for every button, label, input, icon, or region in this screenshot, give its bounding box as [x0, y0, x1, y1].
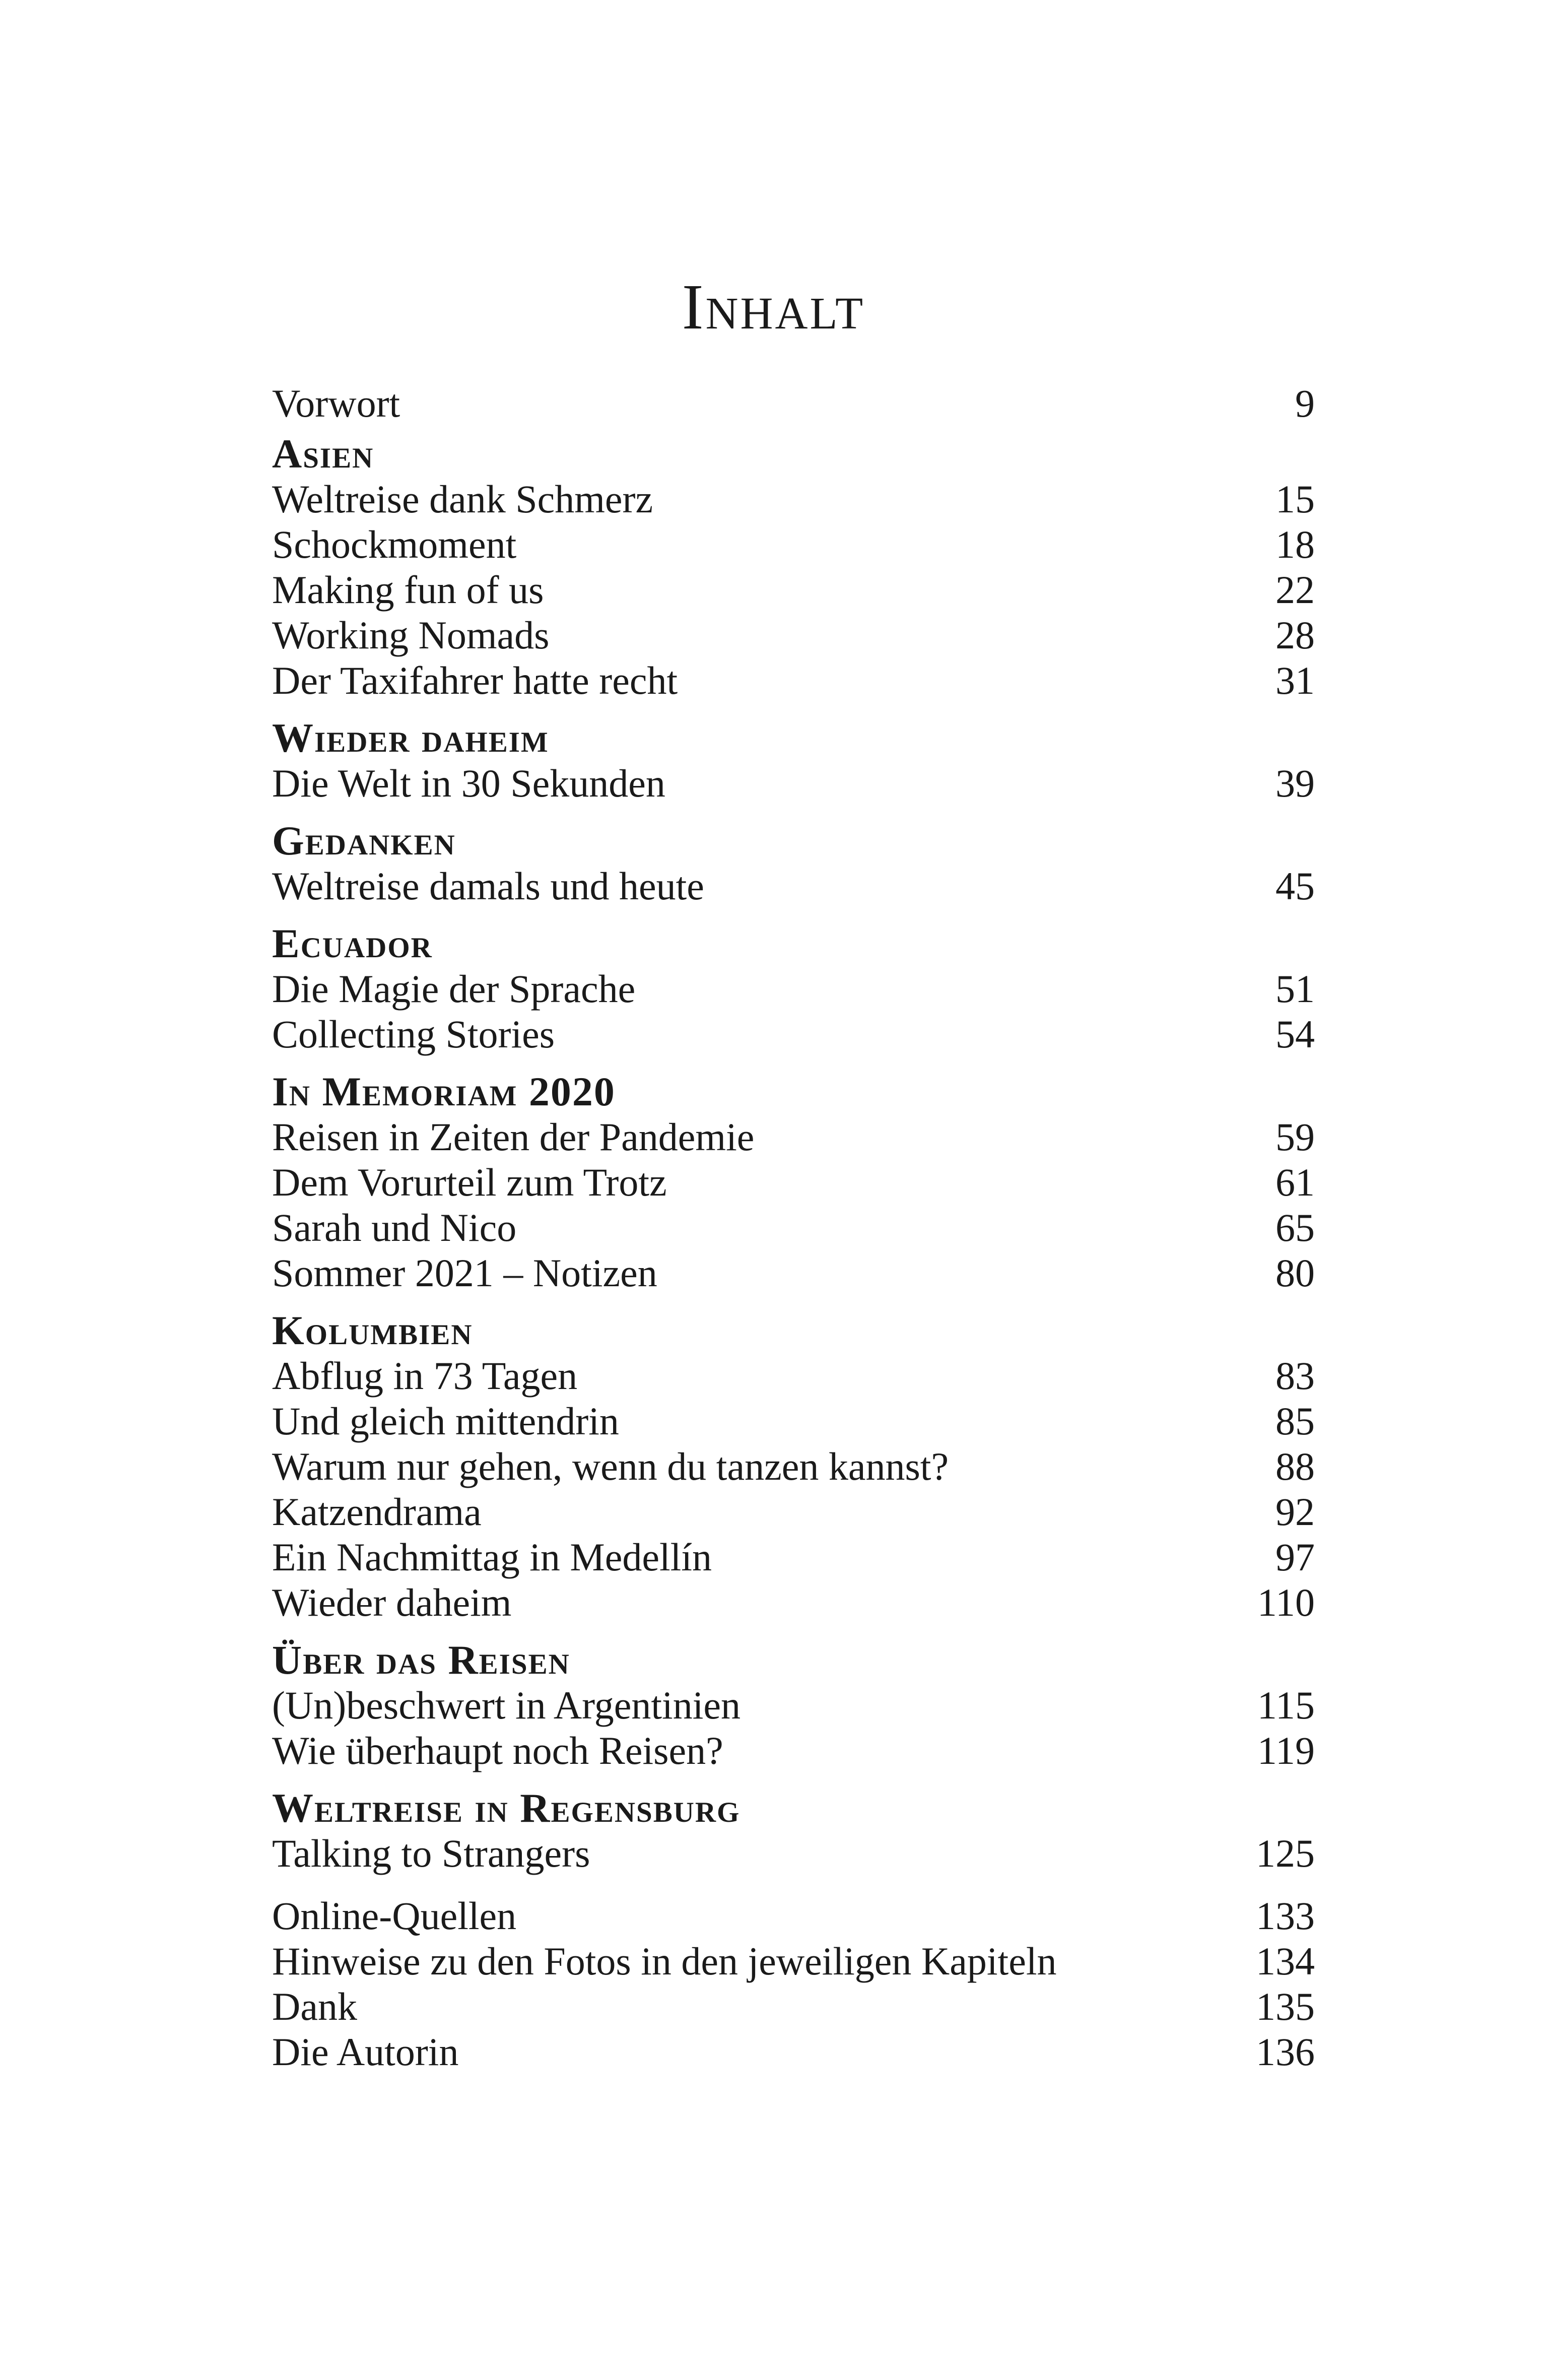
toc-entry-title: Sarah und Nico	[272, 1206, 517, 1249]
toc-entry-title: Abflug in 73 Tagen	[272, 1354, 578, 1398]
toc-entry-page-number: 22	[1275, 568, 1315, 612]
toc-entry	[272, 1683, 1315, 1728]
toc-entry	[272, 1250, 1315, 1296]
toc-entry-title: Wieder daheim	[272, 1580, 512, 1624]
section-heading: Asien	[272, 431, 374, 477]
toc-entry-title: Die Magie der Sprache	[272, 967, 636, 1011]
toc-entry-title: Sommer 2021 – Notizen	[272, 1251, 657, 1295]
toc-entry-page-number: 92	[1275, 1490, 1315, 1534]
toc-entry	[272, 966, 1315, 1012]
toc-entry-title: Hinweise zu den Fotos in den jeweiligen Kapiteln	[272, 1939, 1057, 1983]
toc-entry-title: Vorwort	[272, 381, 400, 425]
toc-entry-page-number: 39	[1275, 761, 1315, 805]
toc-entry	[272, 1012, 1315, 1057]
toc-entry-title: Online-Quellen	[272, 1894, 517, 1938]
toc-entry	[272, 522, 1315, 567]
toc-entry	[272, 1728, 1315, 1773]
toc-entry	[272, 1160, 1315, 1205]
toc-entry	[272, 381, 1315, 426]
toc-entry	[272, 1444, 1315, 1489]
toc-entry-title: Der Taxifahrer hatte recht	[272, 658, 678, 702]
toc-entry	[272, 1114, 1315, 1160]
toc-entry-title: Dem Vorurteil zum Trotz	[272, 1160, 667, 1204]
toc-entry-page-number: 88	[1275, 1444, 1315, 1488]
toc-entry-title: Katzendrama	[272, 1490, 482, 1534]
toc-entry-title: Ein Nachmittag in Medellín	[272, 1535, 712, 1579]
toc-entry-page-number: 15	[1275, 477, 1315, 521]
section-heading: Wieder daheim	[272, 715, 549, 761]
toc-entry-page-number: 18	[1275, 522, 1315, 566]
section-heading: Ecuador	[272, 920, 433, 966]
toc-entry-page-number: 136	[1256, 2030, 1315, 2074]
toc-entry-page-number: 110	[1257, 1580, 1315, 1624]
toc-entry-title: Wie überhaupt noch Reisen?	[272, 1729, 723, 1772]
toc-entry	[272, 1893, 1315, 1939]
toc-entry-title: Schockmoment	[272, 522, 517, 566]
toc-entry-page-number: 59	[1275, 1115, 1315, 1159]
toc-entry-page-number: 61	[1275, 1160, 1315, 1204]
toc-entry-page-number: 54	[1275, 1012, 1315, 1056]
toc-entry	[272, 658, 1315, 703]
toc-entry-page-number: 133	[1256, 1894, 1315, 1938]
toc-entry	[272, 864, 1315, 909]
section-heading: Gedanken	[272, 818, 456, 864]
toc-entry	[272, 1939, 1315, 1984]
toc-entry-page-number: 83	[1275, 1354, 1315, 1398]
toc-entry	[272, 1489, 1315, 1535]
toc-entry	[272, 1399, 1315, 1444]
toc-entry-title: Warum nur gehen, wenn du tanzen kannst?	[272, 1444, 949, 1488]
toc-entry-page-number: 85	[1275, 1399, 1315, 1443]
toc-entry	[272, 1353, 1315, 1399]
toc-entry	[272, 2029, 1315, 2075]
toc-entry-page-number: 28	[1275, 613, 1315, 657]
toc-entry-page-number: 51	[1275, 967, 1315, 1011]
toc-entry-title: Die Welt in 30 Sekunden	[272, 761, 665, 805]
table-of-contents	[272, 381, 1315, 2075]
toc-entry-page-number: 9	[1295, 381, 1315, 425]
toc-entry-page-number: 45	[1275, 864, 1315, 908]
toc-entry-title: Collecting Stories	[272, 1012, 555, 1056]
toc-entry-title: Und gleich mittendrin	[272, 1399, 619, 1443]
toc-entry	[272, 1205, 1315, 1250]
toc-entry	[272, 613, 1315, 658]
page-title: Inhalt	[682, 271, 865, 343]
toc-entry-title: Talking to Strangers	[272, 1831, 590, 1875]
toc-entry	[272, 1580, 1315, 1625]
toc-entry-page-number: 115	[1257, 1683, 1315, 1727]
toc-entry-page-number: 31	[1275, 658, 1315, 702]
toc-entry-title: Weltreise dank Schmerz	[272, 477, 653, 521]
toc-entry-page-number: 119	[1257, 1729, 1315, 1772]
toc-entry-title: Reisen in Zeiten der Pandemie	[272, 1115, 755, 1159]
toc-entry	[272, 1984, 1315, 2029]
toc-entry	[272, 1535, 1315, 1580]
toc-entry-page-number: 65	[1275, 1206, 1315, 1249]
toc-entry-title: Working Nomads	[272, 613, 550, 657]
section-heading: Kolumbien	[272, 1307, 473, 1353]
toc-entry-page-number: 135	[1256, 1985, 1315, 2028]
toc-entry	[272, 1831, 1315, 1876]
section-heading: Über das Reisen	[272, 1637, 570, 1683]
toc-entry-page-number: 80	[1275, 1251, 1315, 1295]
toc-entry-page-number: 134	[1256, 1939, 1315, 1983]
section-heading: In Memoriam 2020	[272, 1069, 616, 1114]
toc-entry	[272, 477, 1315, 522]
toc-entry	[272, 567, 1315, 613]
section-heading: Weltreise in Regensburg	[272, 1785, 741, 1831]
toc-entry-title: Dank	[272, 1985, 357, 2028]
toc-entry	[272, 761, 1315, 806]
toc-entry-title: Weltreise damals und heute	[272, 864, 704, 908]
toc-entry-title: (Un)beschwert in Argentinien	[272, 1683, 741, 1727]
backmatter-list	[272, 1893, 1315, 2075]
toc-entry-title: Making fun of us	[272, 568, 544, 612]
toc-entry-page-number: 97	[1275, 1535, 1315, 1579]
toc-entry-page-number: 125	[1256, 1831, 1315, 1875]
toc-entry-title: Die Autorin	[272, 2030, 459, 2074]
